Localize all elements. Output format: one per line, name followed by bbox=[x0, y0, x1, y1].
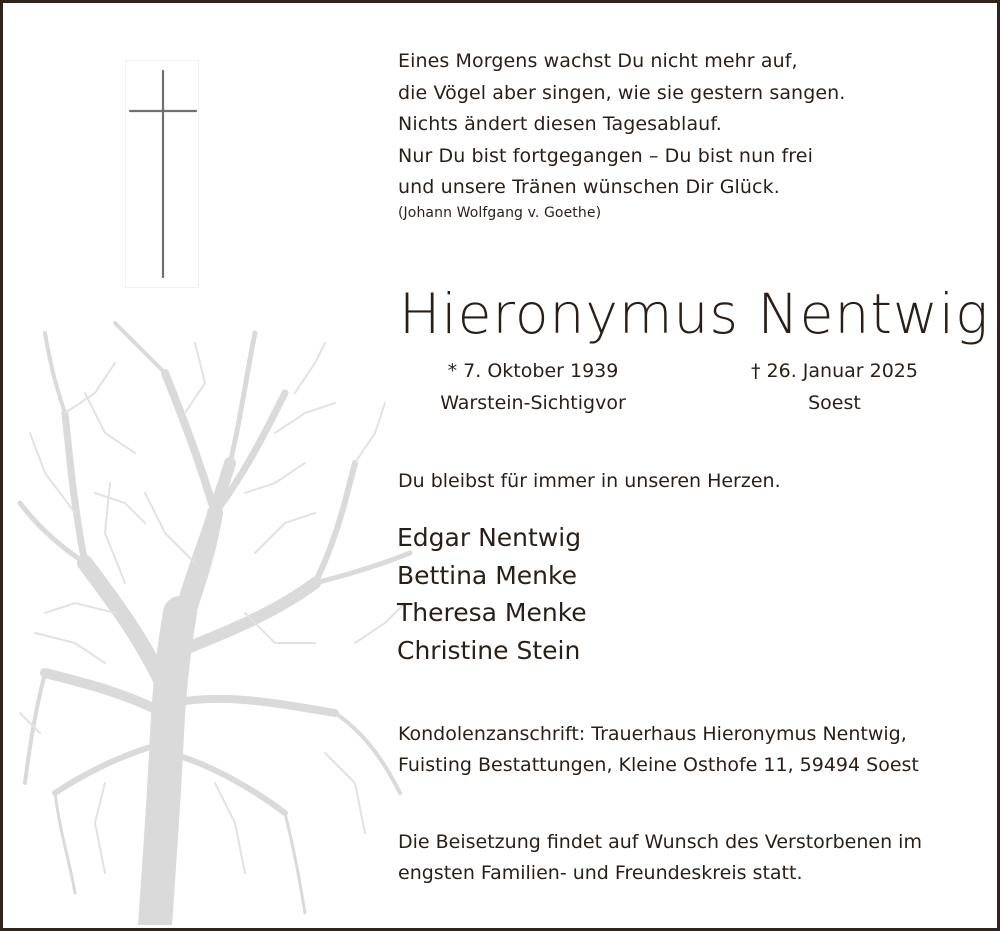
birth-place: Warstein-Sichtigvor bbox=[440, 392, 626, 414]
poem-attribution: (Johann Wolfgang v. Goethe) bbox=[398, 204, 602, 221]
mourner-name: Christine Stein bbox=[397, 635, 581, 665]
mourner-name: Theresa Menke bbox=[397, 598, 587, 627]
condolence-line: Kondolenzanschrift: Trauerhaus Hieronymus Nentwig, bbox=[398, 723, 907, 745]
death-place: Soest bbox=[808, 392, 861, 414]
cross-panel bbox=[125, 60, 199, 288]
funeral-line: Die Beisetzung findet auf Wunsch des Verstorbenen im bbox=[398, 831, 922, 853]
motto: Du bleibst für immer in unseren Herzen. bbox=[398, 470, 781, 492]
condolence-line: Fuisting Bestattungen, Kleine Osthofe 11, 59494 Soest bbox=[398, 754, 919, 776]
poem-line: Nur Du bist fortgegangen – Du bist nun frei bbox=[398, 144, 813, 167]
birth-date: * 7. Oktober 1939 bbox=[447, 360, 619, 382]
death-date: † 26. Januar 2025 bbox=[751, 360, 918, 382]
birth-info bbox=[423, 355, 643, 419]
mourners-list bbox=[397, 519, 587, 669]
poem-line: Nichts ändert diesen Tagesablauf. bbox=[398, 113, 722, 135]
poem-line: Eines Morgens wachst Du nicht mehr auf, bbox=[398, 50, 798, 72]
death-info bbox=[727, 355, 942, 419]
cross-icon bbox=[126, 61, 200, 289]
mourner-name: Edgar Nentwig bbox=[397, 523, 582, 552]
deceased-name: Hieronymus Nentwig bbox=[399, 282, 990, 346]
tree-silhouette-icon bbox=[15, 313, 415, 925]
mourner-name: Bettina Menke bbox=[397, 560, 577, 590]
condolence-address bbox=[398, 719, 919, 781]
funeral-line: engsten Familien- und Freundeskreis statt. bbox=[398, 862, 803, 884]
poem bbox=[398, 46, 845, 224]
funeral-note bbox=[398, 827, 922, 889]
poem-line: die Vögel aber singen, wie sie gestern sangen. bbox=[398, 81, 846, 104]
poem-line: und unsere Tränen wünschen Dir Glück. bbox=[398, 176, 780, 198]
